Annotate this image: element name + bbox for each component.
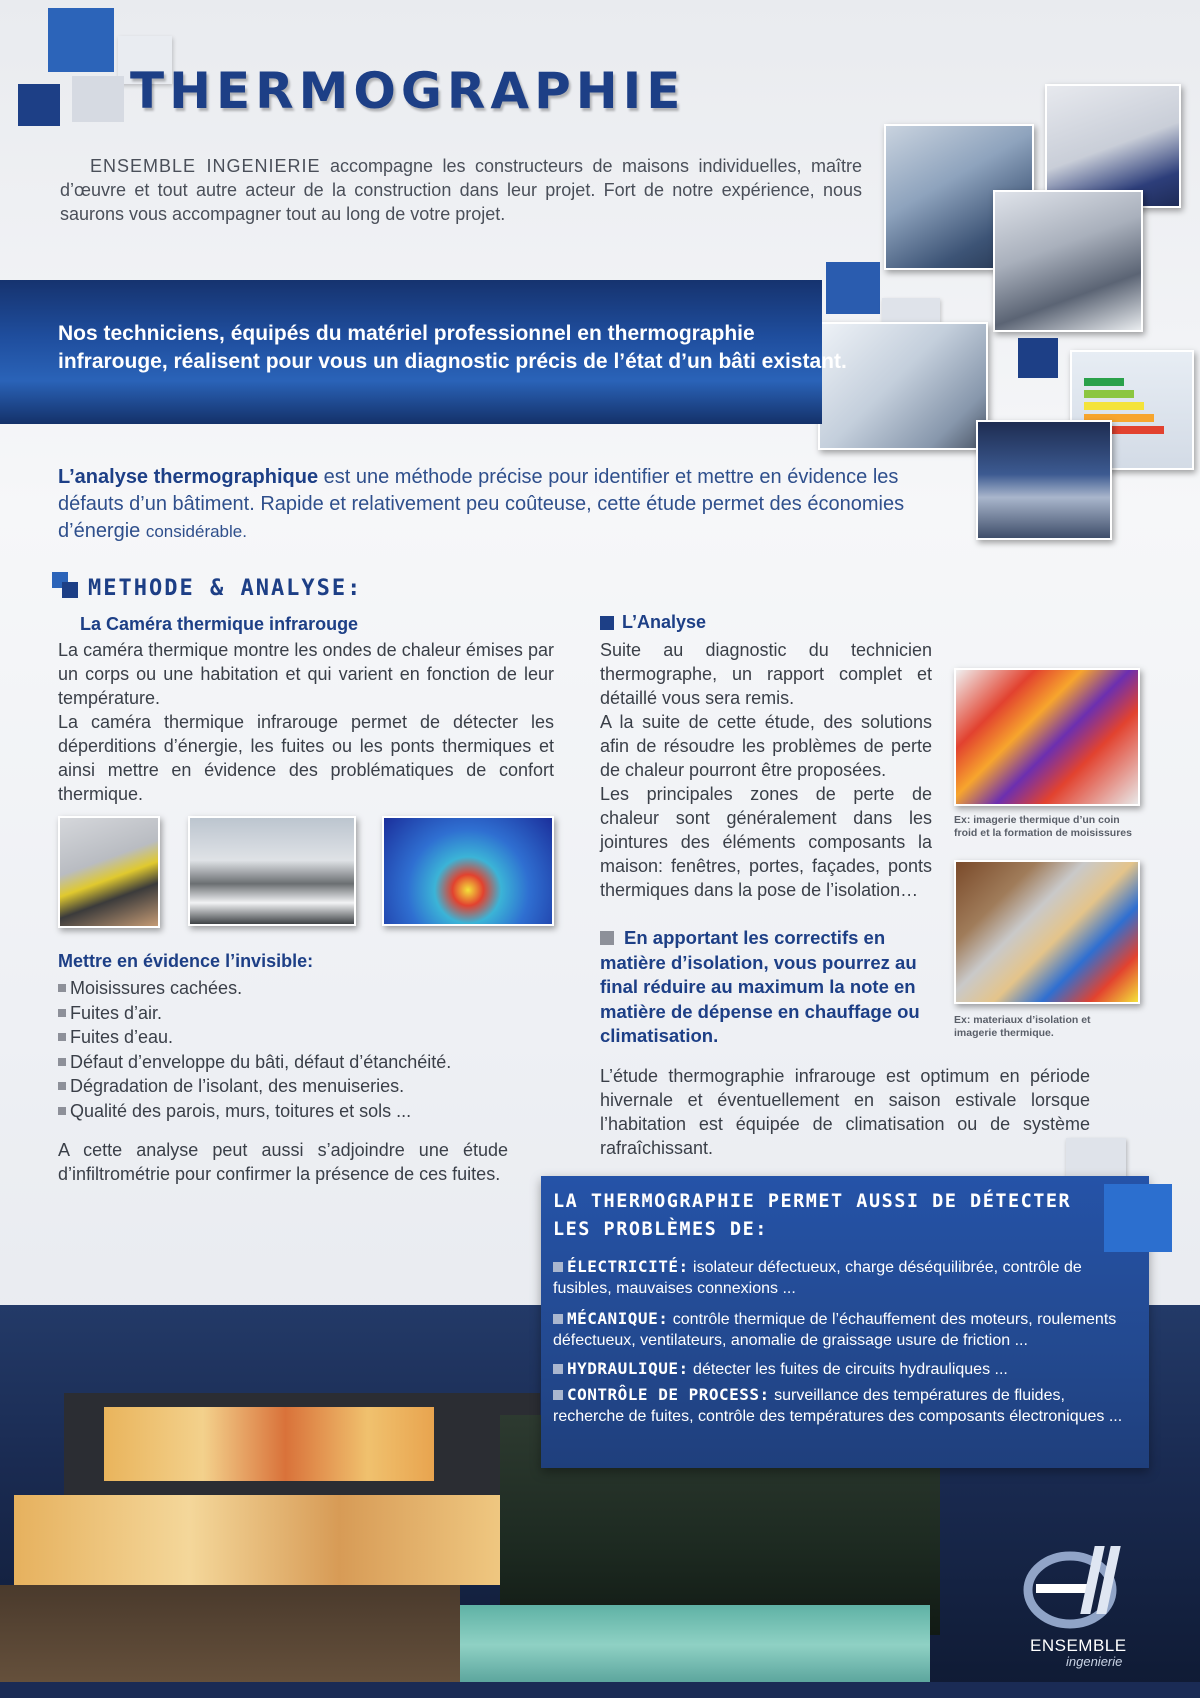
page-title: THERMOGRAPHIE bbox=[130, 62, 686, 120]
section-icon bbox=[62, 582, 78, 598]
detect-title-line-1: LA THERMOGRAPHIE PERMET AUSSI DE DÉTECTER bbox=[553, 1191, 1072, 1212]
square-bullet-icon bbox=[600, 931, 614, 945]
square-bullet-icon bbox=[553, 1390, 563, 1400]
intro-paragraph bbox=[60, 154, 862, 226]
detect-text: isolateur défectueux, charge déséquilibrée, contrôle de fusibles, mauvaises connexions ... bbox=[553, 1259, 1082, 1297]
section-title: METHODE & ANALYSE: bbox=[88, 576, 363, 601]
photo-modern-house-night bbox=[976, 420, 1112, 540]
detect-item-mecanique bbox=[553, 1308, 1138, 1351]
band-text bbox=[58, 320, 858, 376]
photo-house-thermal bbox=[382, 816, 554, 926]
analyse-text-3: Les principales zones de perte de chaleur sont généralement dans les jointures des éléments composants la maison: fenêtres, portes, façades, ponts thermiques dans la pose de l’isolation… bbox=[600, 784, 932, 900]
detect-title-line-2: LES PROBLÈMES DE: bbox=[553, 1219, 768, 1240]
energy-bar bbox=[1084, 378, 1124, 386]
brand-name: ENSEMBLE bbox=[1030, 1636, 1127, 1655]
footer-dark-strip bbox=[0, 1682, 1200, 1698]
detect-label: HYDRAULIQUE: bbox=[567, 1359, 689, 1378]
analysis-paragraph bbox=[58, 464, 936, 545]
photo-house-snow bbox=[188, 816, 356, 926]
band-line-2: infrarouge, réalisent pour vous un diagnostic précis de l’état d’un bâti existant. bbox=[58, 350, 847, 373]
photo-insulation-materials bbox=[954, 860, 1140, 1004]
season-text: L’étude thermographie infrarouge est optimum en période hivernale et éventuellement en saison estivale lorsque l’habitation est équipée de climatisation ou de système rafraîchissant. bbox=[600, 1066, 1090, 1158]
square-bullet-icon bbox=[553, 1364, 563, 1374]
detect-label: MÉCANIQUE: bbox=[567, 1309, 669, 1328]
energy-bar bbox=[1084, 390, 1134, 398]
decor-square bbox=[1018, 338, 1058, 378]
decor-square bbox=[72, 76, 124, 122]
house-ground-floor bbox=[14, 1495, 514, 1585]
camera-text-2: La caméra thermique infrarouge permet de détecter les déperditions d’énergie, les fuites ou les ponts thermiques et ainsi mettre en évidence des problématiques de confort thermique. bbox=[58, 712, 554, 804]
list-item: Dégradation de l’isolant, des menuiseries. bbox=[58, 1074, 451, 1099]
analysis-lead: L’analyse thermographique bbox=[58, 466, 319, 488]
decor-square bbox=[48, 8, 114, 72]
photo-thermal-corner bbox=[954, 668, 1140, 806]
invisible-defects-list bbox=[58, 976, 451, 1123]
brand-sub: ingenierie bbox=[1066, 1654, 1123, 1669]
detect-label: ÉLECTRICITÉ: bbox=[567, 1257, 689, 1276]
detect-text: surveillance des températures de fluides, recherche de fuites, contrôle des températures des composants électroniques ... bbox=[553, 1387, 1123, 1425]
upper-windows bbox=[104, 1407, 434, 1481]
photo-thermal-camera bbox=[58, 816, 160, 928]
camera-text-1: La caméra thermique montre les ondes de chaleur émises par un corps ou une habitation et qui varient en fonction de leur température. bbox=[58, 640, 554, 708]
ensemble-logo-icon bbox=[1018, 1540, 1128, 1632]
decor-square bbox=[18, 84, 60, 126]
detect-text: contrôle thermique de l’échauffement des moteurs, roulements défectueux, ventilateurs, anomalie de graissage usure de friction ... bbox=[553, 1311, 1117, 1349]
photo-team-plans bbox=[993, 190, 1143, 332]
list-item: Fuites d’eau. bbox=[58, 1025, 451, 1050]
detect-item-electricite bbox=[553, 1256, 1138, 1299]
detect-label: CONTRÔLE DE PROCESS: bbox=[567, 1385, 770, 1404]
caption-thermal-corner: Ex: imagerie thermique d’un coin froid et la formation de moisissures bbox=[954, 814, 1132, 839]
camera-title: La Caméra thermique infrarouge bbox=[80, 614, 359, 634]
decor-square bbox=[1104, 1184, 1172, 1252]
intro-text: accompagne les constructeurs de maisons individuelles, maître d’œuvre et tout autre acteur de la construction dans leur projet. Fort de notre expérience, nous saurons vous accompagner tout au long de votre projet. bbox=[60, 156, 862, 224]
detect-title bbox=[553, 1188, 1113, 1244]
energy-bar bbox=[1084, 402, 1144, 410]
square-bullet-icon bbox=[553, 1262, 563, 1272]
correctives-bold: En apportant les correctifs en matière d’isolation, vous pourrez au final réduire au maximum la note en matière de dépense en chauffage ou climatisation. bbox=[600, 927, 920, 1046]
caption-insulation: Ex: materiaux d’isolation et imagerie thermique. bbox=[954, 1014, 1091, 1039]
list-item: Qualité des parois, murs, toitures et sols ... bbox=[58, 1099, 451, 1124]
decor-square bbox=[826, 262, 880, 314]
infiltration-text: A cette analyse peut aussi s’adjoindre une étude d’infiltrométrie pour confirmer la présence de ces fuites. bbox=[58, 1140, 508, 1184]
band-line-1: Nos techniciens, équipés du matériel professionnel en thermographie bbox=[58, 322, 755, 345]
company-name: ENSEMBLE INGENIERIE bbox=[90, 156, 321, 176]
list-title: Mettre en évidence l’invisible: bbox=[58, 951, 314, 971]
analysis-text: est une méthode précise pour identifier et mettre en évidence les défauts d’un bâtiment. Rapide et relativement peu coûteuse, cette étude permet des économies d’énergie bbox=[58, 466, 905, 542]
analyse-text-2: A la suite de cette étude, des solutions afin de résoudre les problèmes de perte de chaleur pourront être proposées. bbox=[600, 712, 932, 780]
list-item: Défaut d’enveloppe du bâti, défaut d’étanchéité. bbox=[58, 1050, 451, 1075]
detect-text: détecter les fuites de circuits hydrauliques ... bbox=[688, 1361, 1008, 1378]
detect-item-process bbox=[553, 1384, 1138, 1427]
analyse-icon bbox=[600, 616, 614, 630]
list-item: Moisissures cachées. bbox=[58, 976, 451, 1001]
list-item: Fuites d’air. bbox=[58, 1001, 451, 1026]
correctives-text bbox=[600, 926, 936, 1049]
analyse-text-1: Suite au diagnostic du technicien thermographe, un rapport complet et détaillé vous sera remis. bbox=[600, 640, 932, 708]
analysis-tail: considérable. bbox=[145, 522, 247, 541]
analyse-title: L’Analyse bbox=[622, 612, 707, 632]
detect-item-hydraulique bbox=[553, 1358, 1138, 1380]
square-bullet-icon bbox=[553, 1314, 563, 1324]
